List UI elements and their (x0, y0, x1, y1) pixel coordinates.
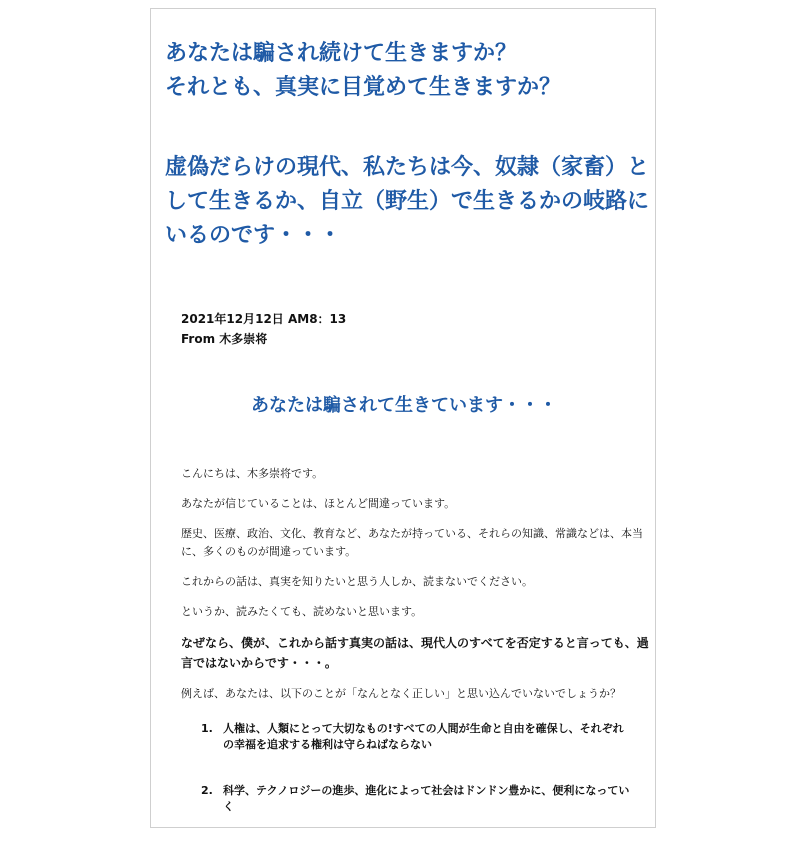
paragraph: というか、読みたくても、読めないと思います。 (181, 605, 423, 618)
list-item (201, 783, 651, 815)
intro-question: 例えば、あなたは、以下のことが「なんとなく正しい」と思い込んでいないでしょうか？ (181, 687, 621, 700)
list-text: 人権は、人類にとって大切なもの!すべての人間が生命と自由を確保し、それぞれの幸福を追求する権利は守らねばならない (223, 722, 624, 751)
paragraph: あなたが信じていることは、ほとんど間違っています。 (181, 497, 456, 510)
list-item (201, 721, 651, 753)
paragraph: こんにちは、木多崇将です。 (181, 467, 324, 480)
post-date: 2021年12月12日 AM8：13 (181, 312, 347, 326)
list-number: 2. (201, 784, 213, 797)
article-page (150, 8, 656, 828)
list-text: 科学、テクノロジーの進歩、進化によって社会はドンドン豊かに、便利になっていく (223, 784, 630, 813)
list-number: 1. (201, 722, 213, 735)
post-author: From 木多崇将 (181, 332, 268, 346)
section-title: あなたは騙されて生きています・・・ (251, 395, 557, 416)
article-body (181, 465, 651, 845)
headline-question: あなたは騙され続けて生きますか？ それとも、真実に目覚めて生きますか？ (165, 41, 562, 100)
headline-statement: 虚偽だらけの現代、私たちは今、奴隷（家畜）として生きるか、自立（野生）で生きるかの岐路にいるのです・・・ (165, 155, 650, 248)
belief-list (201, 721, 651, 815)
post-meta (181, 309, 346, 349)
emphasis-paragraph: なぜなら、僕が、これから話す真実の話は、現代人のすべてを否定すると言っても、過言ではないからです・・・。 (181, 636, 649, 670)
paragraph: これからの話は、真実を知りたいと思う人しか、読まないでください。 (181, 575, 533, 588)
paragraph: 歴史、医療、政治、文化、教育など、あなたが持っている、それらの知識、常識などは、本当に、多くのものが間違っています。 (181, 527, 643, 558)
